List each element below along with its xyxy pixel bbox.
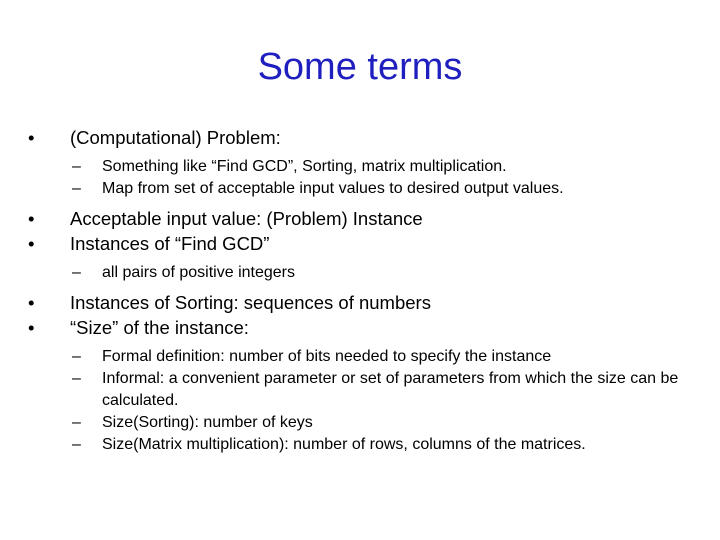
bullet-text: “Size” of the instance: [70, 317, 249, 338]
sub-list-problem [28, 156, 692, 200]
slide-title: Some terms [257, 46, 463, 88]
sub-list-instances-gcd [28, 262, 692, 284]
sub-item [28, 178, 692, 200]
bullet-icon: • [28, 127, 35, 148]
sub-item [28, 262, 692, 284]
bullet-item-problem [28, 125, 692, 150]
bullet-text: Acceptable input value: (Problem) Instance [70, 208, 423, 229]
dash-icon: – [72, 436, 81, 453]
dash-icon: – [72, 158, 81, 175]
bullet-icon: • [28, 233, 35, 254]
sub-item [28, 434, 692, 456]
dash-icon: – [72, 180, 81, 197]
dash-icon: – [72, 348, 81, 365]
sub-item [28, 156, 692, 178]
bullet-icon: • [28, 292, 35, 313]
bullet-icon: • [28, 317, 35, 338]
sub-list-size [28, 346, 692, 456]
bullet-text: (Computational) Problem: [70, 127, 281, 148]
sub-item-text: all pairs of positive integers [102, 264, 295, 281]
sub-item-text: Size(Matrix multiplication): number of rows, columns of the matrices. [102, 436, 586, 453]
slide-body [28, 125, 692, 456]
dash-icon: – [72, 264, 81, 281]
sub-item [28, 412, 692, 434]
sub-item [28, 346, 692, 368]
bullet-text: Instances of Sorting: sequences of numbers [70, 292, 431, 313]
sub-item-text: Map from set of acceptable input values to desired output values. [102, 180, 564, 197]
sub-item-text: Size(Sorting): number of keys [102, 414, 313, 431]
bullet-text: Instances of “Find GCD” [70, 233, 270, 254]
sub-item [28, 368, 692, 412]
sub-item-text: Formal definition: number of bits needed to specify the instance [102, 348, 552, 365]
bullet-item-instances-sorting [28, 290, 692, 315]
bullet-item-size [28, 315, 692, 340]
dash-icon: – [72, 414, 81, 431]
bullet-item-instances-gcd [28, 231, 692, 256]
sub-item-text: Informal: a convenient parameter or set of parameters from which the size can be calculated. [102, 370, 679, 409]
dash-icon: – [72, 370, 81, 387]
bullet-item-acceptable-input [28, 206, 692, 231]
bullet-icon: • [28, 208, 35, 229]
sub-item-text: Something like “Find GCD”, Sorting, matrix multiplication. [102, 158, 507, 175]
